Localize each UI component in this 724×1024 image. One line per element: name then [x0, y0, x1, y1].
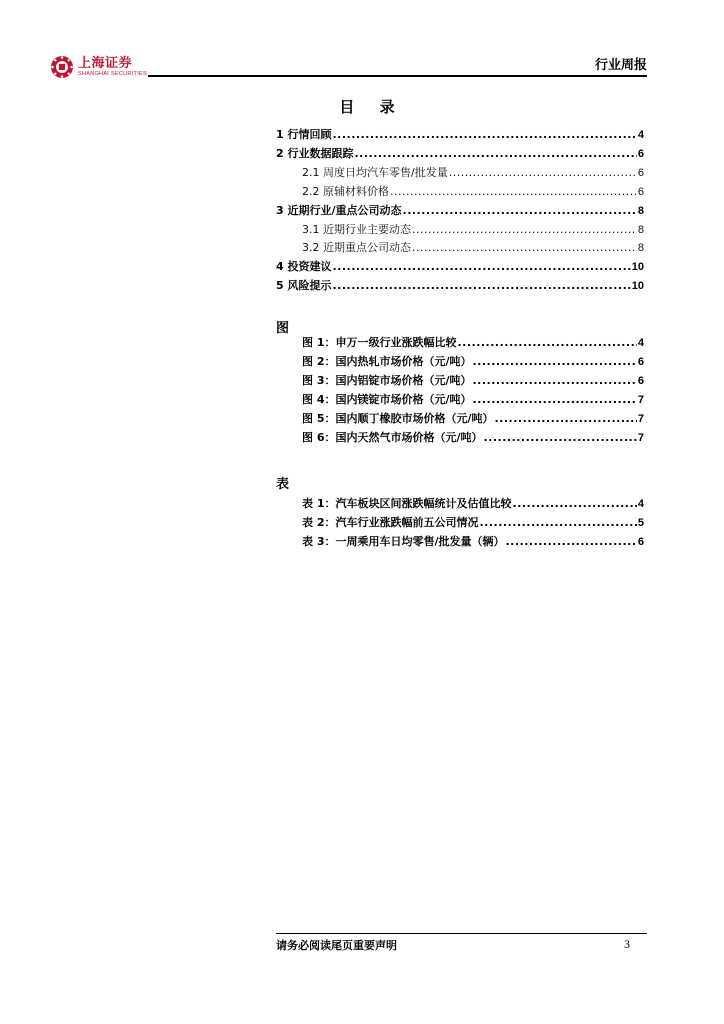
toc-title: 目 录	[339, 98, 405, 116]
figure-entry-label: 图 3：国内铝锭市场价格（元/吨）	[302, 374, 472, 387]
table-entry-page: 4	[637, 498, 644, 510]
page-number: 3	[624, 937, 630, 951]
table-entry-label: 表 2：汽车行业涨跌幅前五公司情况	[302, 516, 479, 529]
figure-entry-label: 图 2：国内热轧市场价格（元/吨）	[302, 355, 472, 368]
table-entry-label: 表 1：汽车板块区间涨跌幅统计及估值比较	[302, 497, 512, 510]
figures-heading: 图	[276, 321, 290, 336]
toc-entry-page: 6	[637, 167, 644, 179]
page-header	[50, 52, 647, 80]
figure-entry-page: 6	[637, 375, 644, 387]
table-entry-label: 表 3：一周乘用车日均零售/批发量（辆）	[302, 535, 505, 548]
figure-entry[interactable]	[302, 431, 644, 445]
figure-entry-page: 7	[637, 432, 644, 444]
report-type-label: 行业周报	[594, 58, 647, 73]
toc-entry-label: 2 行业数据跟踪	[276, 147, 354, 160]
toc-entry-page: 10	[631, 280, 644, 292]
footer-disclaimer: 请务必阅读尾页重要声明	[276, 939, 397, 952]
toc-entry-label: 3.1 近期行业主要动态	[302, 223, 411, 236]
toc-subentry[interactable]	[302, 241, 644, 255]
toc-entry-label: 5 风险提示	[276, 279, 332, 292]
toc-entry-page: 6	[637, 186, 644, 198]
footer-divider	[276, 933, 647, 934]
toc-entry[interactable]	[276, 147, 644, 161]
table-entry[interactable]	[302, 497, 644, 511]
figure-entry-label: 图 5：国内顺丁橡胶市场价格（元/吨）	[302, 412, 494, 425]
toc-subentry[interactable]	[302, 185, 644, 199]
figure-entry-page: 4	[637, 337, 644, 349]
company-logo	[50, 54, 147, 80]
figure-entry[interactable]	[302, 355, 644, 369]
figure-entry[interactable]	[302, 393, 644, 407]
figure-entry[interactable]	[302, 336, 644, 350]
toc-entry[interactable]	[276, 279, 644, 293]
toc-entry[interactable]	[276, 204, 644, 218]
toc-entry[interactable]	[276, 260, 644, 274]
toc-entry-page: 8	[637, 205, 644, 217]
toc-entry-label: 4 投资建议	[276, 260, 332, 273]
toc-entry-page: 4	[637, 129, 644, 141]
toc-entry[interactable]	[276, 128, 644, 142]
logo-english-name: SHANGHAI SECURITIES	[78, 70, 147, 77]
figure-entry-label: 图 6：国内天然气市场价格（元/吨）	[302, 431, 483, 444]
figure-entry[interactable]	[302, 374, 644, 388]
toc-entry-label: 2.1 周度日均汽车零售/批发量	[302, 166, 448, 179]
toc-entry-label: 3.2 近期重点公司动态	[302, 241, 411, 254]
tables-heading: 表	[276, 477, 290, 492]
figure-entry-page: 6	[637, 356, 644, 368]
table-entry-page: 6	[637, 536, 644, 548]
table-entry-page: 5	[637, 517, 644, 529]
toc-entry-label: 3 近期行业/重点公司动态	[276, 204, 402, 217]
toc-entry-page: 8	[637, 242, 644, 254]
logo-emblem-icon	[50, 55, 74, 79]
toc-entry-page: 10	[631, 261, 644, 273]
logo-chinese-name: 上海证券	[78, 55, 133, 71]
toc-entry-label: 2.2 原辅材料价格	[302, 185, 389, 198]
figure-entry-page: 7	[637, 394, 644, 406]
figure-entry-page: 7	[637, 413, 644, 425]
toc-entry-label: 1 行情回顾	[276, 128, 332, 141]
toc-subentry[interactable]	[302, 223, 644, 237]
toc-subentry[interactable]	[302, 166, 644, 180]
figure-entry[interactable]	[302, 412, 644, 426]
toc-entry-page: 8	[637, 224, 644, 236]
figure-entry-label: 图 4：国内镁锭市场价格（元/吨）	[302, 393, 472, 406]
table-entry[interactable]	[302, 516, 644, 530]
toc-entry-page: 6	[637, 148, 644, 160]
table-entry[interactable]	[302, 535, 644, 549]
header-divider	[148, 75, 647, 77]
figure-entry-label: 图 1：申万一级行业涨跌幅比较	[302, 336, 457, 349]
